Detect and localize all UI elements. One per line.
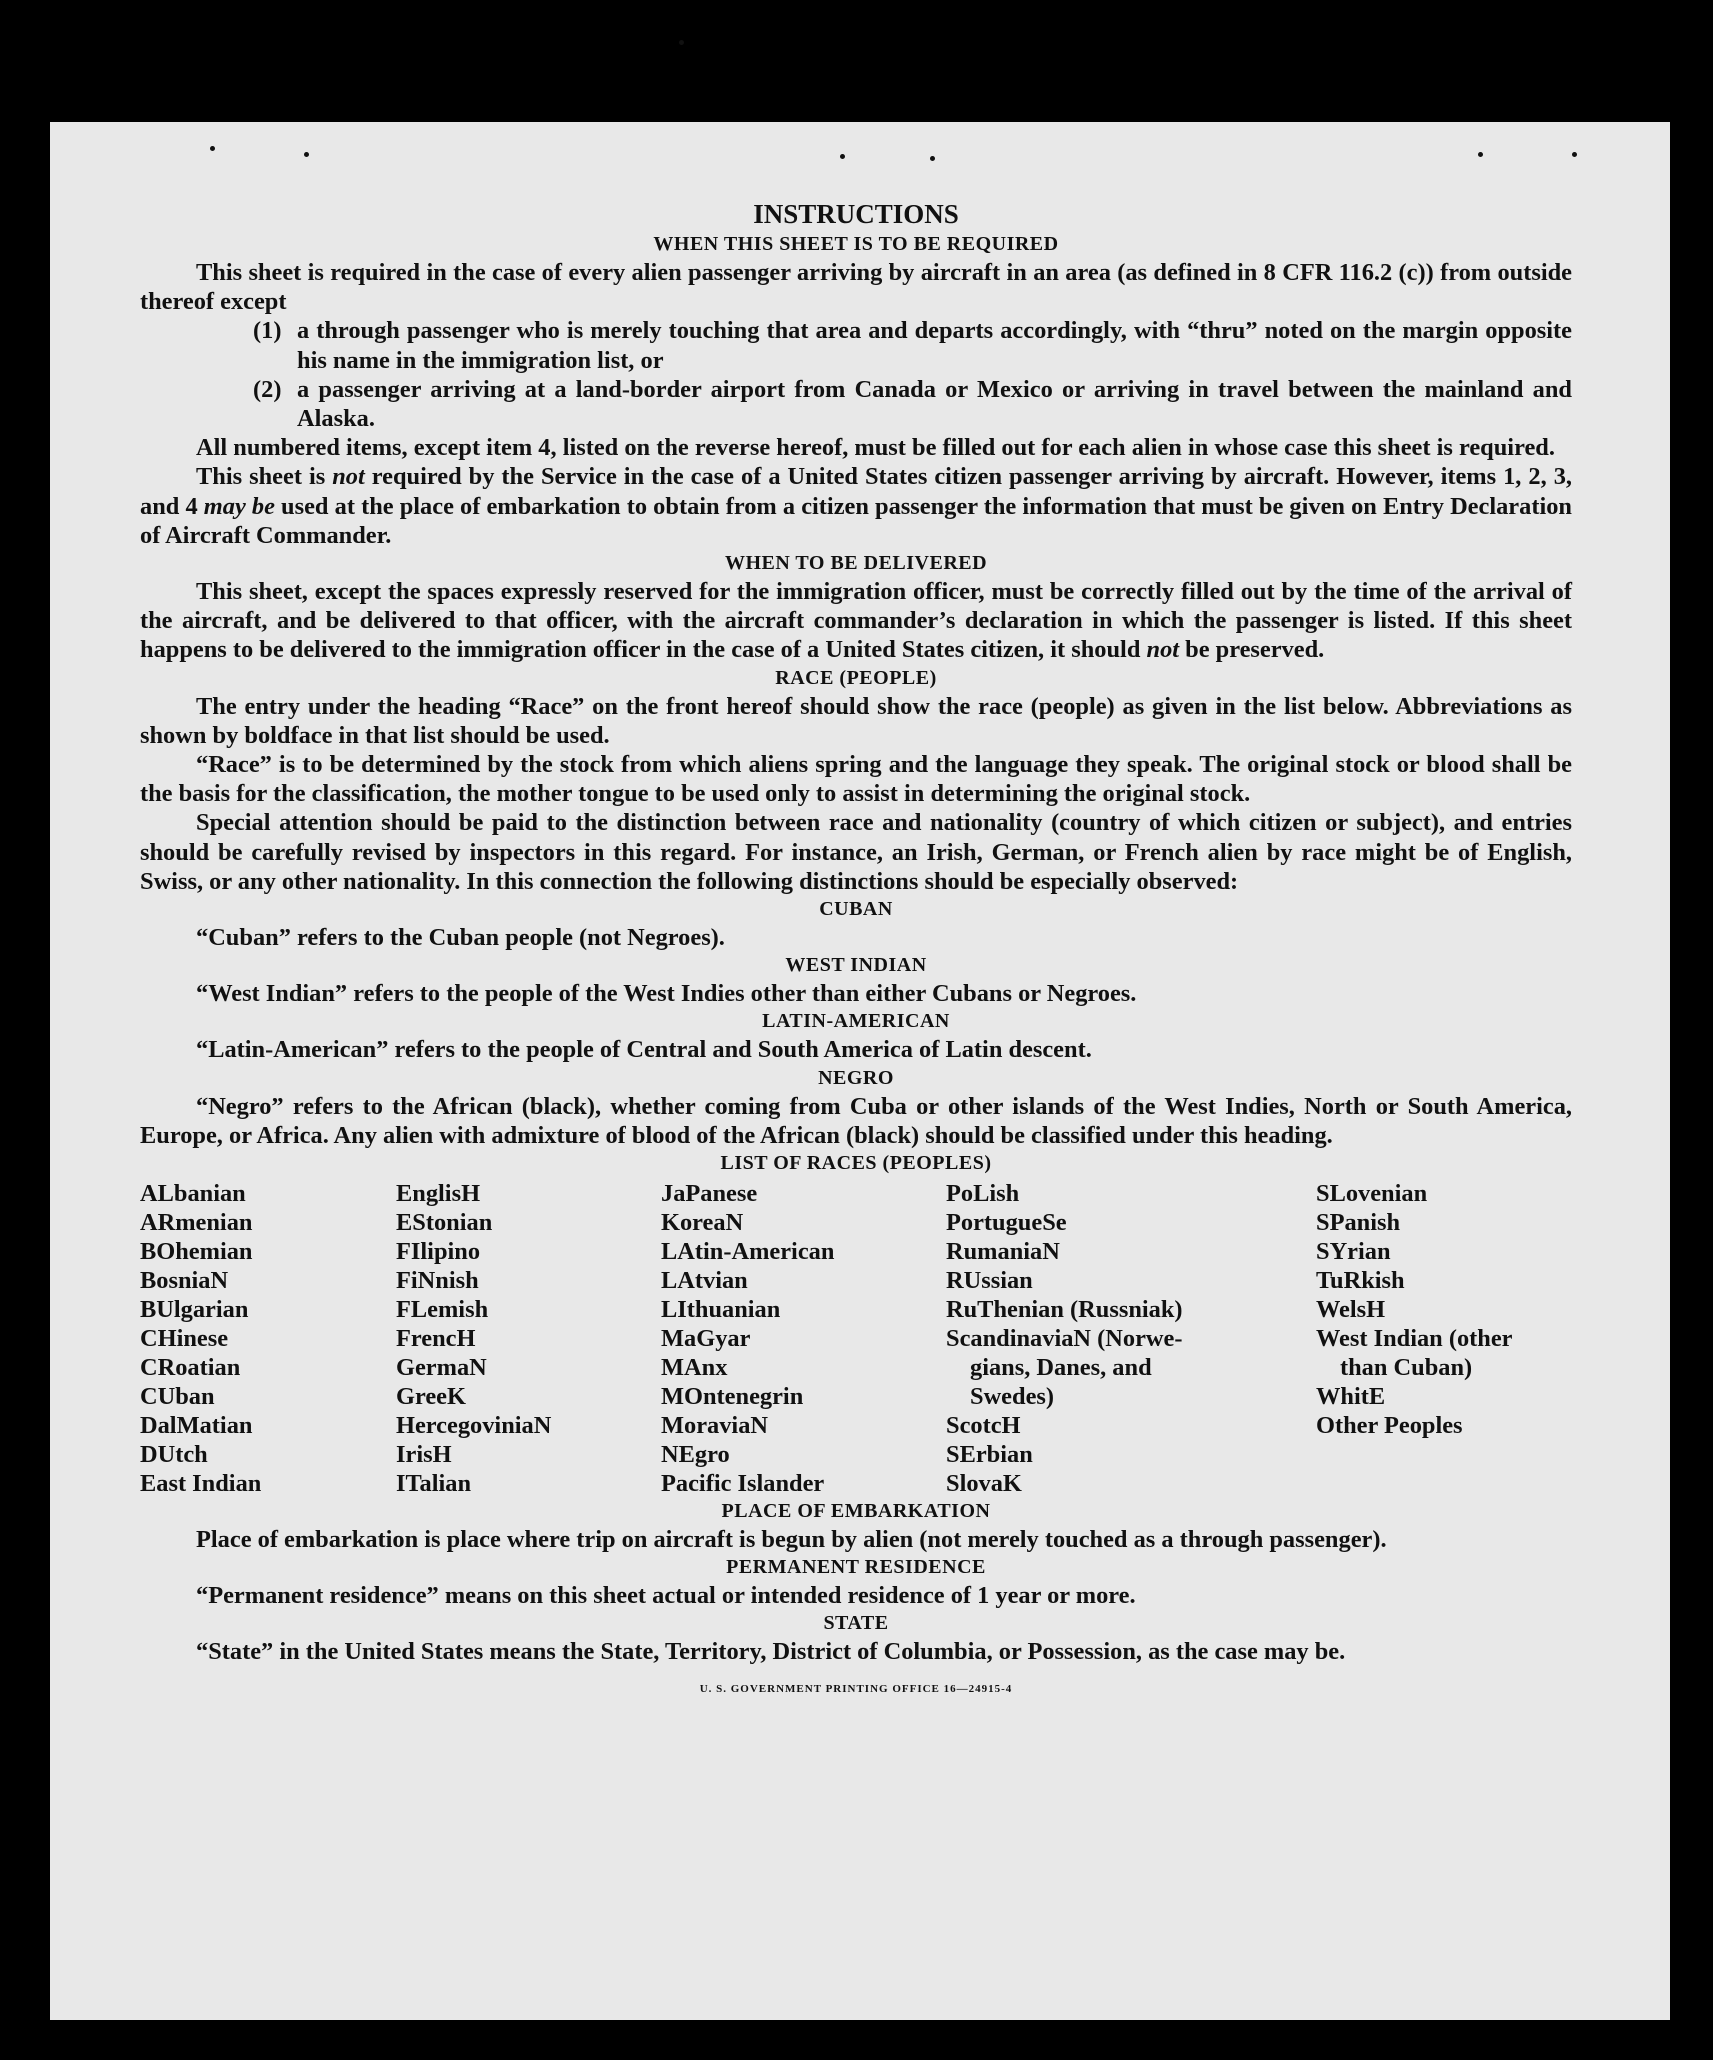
race-item: Pacific Islander bbox=[661, 1470, 825, 1498]
race-item: RuThenian (Russniak) bbox=[946, 1296, 1183, 1324]
race-item: NEgro bbox=[661, 1441, 730, 1469]
section-heading-negro: NEGRO bbox=[818, 1066, 894, 1089]
race-item: HercegoviniaN bbox=[396, 1412, 552, 1440]
race-item: than Cuban) bbox=[1340, 1354, 1473, 1382]
race-item: East Indian bbox=[140, 1470, 262, 1498]
item-text: a through passenger who is merely touching that area and departs accordingly, with “thru” noted on the margin opposite his name in the immigration list, or bbox=[297, 317, 1572, 374]
paragraph: “State” in the United States means the State, Territory, District of Columbia, or Possession, as the case may be. bbox=[196, 1638, 1346, 1666]
punch-dot bbox=[840, 154, 845, 159]
race-item: Other Peoples bbox=[1316, 1412, 1463, 1440]
item-number: (1) bbox=[253, 317, 282, 345]
race-item: BosniaN bbox=[140, 1267, 229, 1295]
punch-dot bbox=[210, 146, 215, 151]
paragraph: All numbered items, except item 4, listed on the reverse hereof, must be filled out for each alien in whose case this sheet is required. bbox=[196, 434, 1555, 462]
paragraph: “West Indian” refers to the people of the West Indies other than either Cubans or Negroes. bbox=[196, 980, 1137, 1008]
race-item: GermaN bbox=[396, 1354, 487, 1382]
race-item: SPanish bbox=[1316, 1209, 1401, 1237]
races-column bbox=[140, 1179, 396, 1498]
race-item: CHinese bbox=[140, 1325, 229, 1353]
race-item: SLovenian bbox=[1316, 1180, 1428, 1208]
instructions-content bbox=[140, 197, 1572, 1697]
race-item: FrencH bbox=[396, 1325, 476, 1353]
race-item: MaGyar bbox=[661, 1325, 751, 1353]
section-heading-embarkation: PLACE OF EMBARKATION bbox=[721, 1500, 991, 1523]
item-text: a passenger arriving at a land-border airport from Canada or Mexico or arriving in travel between the mainland and Alaska. bbox=[297, 375, 1572, 433]
races-column bbox=[396, 1179, 661, 1498]
race-item: RUssian bbox=[946, 1267, 1033, 1295]
paragraph: “Latin-American” refers to the people of Central and South America of Latin descent. bbox=[196, 1036, 1092, 1064]
race-item: MoraviaN bbox=[661, 1412, 769, 1440]
race-item: EnglisH bbox=[396, 1180, 481, 1208]
race-item: FLemish bbox=[396, 1296, 489, 1324]
race-item: PoLish bbox=[946, 1180, 1020, 1208]
race-item: WelsH bbox=[1316, 1296, 1386, 1324]
race-item: gians, Danes, and bbox=[970, 1354, 1152, 1382]
film-speck bbox=[679, 40, 684, 45]
list-item bbox=[253, 316, 1572, 374]
paragraph: “Race” is to be determined by the stock from which aliens spring and the language they speak. The original stock or blood shall be the basis for the classification, the mother tongue to be used only to assist in determining the original stock. bbox=[140, 751, 1572, 808]
punch-dot bbox=[930, 156, 935, 161]
race-item: DUtch bbox=[140, 1441, 208, 1469]
race-item: DalMatian bbox=[140, 1412, 253, 1440]
section-heading-races-list: LIST OF RACES (PEOPLES) bbox=[720, 1152, 992, 1175]
race-item: CRoatian bbox=[140, 1354, 241, 1382]
punch-dot bbox=[1478, 152, 1483, 157]
section-heading-delivered: WHEN TO BE DELIVERED bbox=[724, 552, 988, 575]
paragraph: “Cuban” refers to the Cuban people (not Negroes). bbox=[196, 924, 725, 952]
document-sheet bbox=[50, 122, 1670, 2020]
section-heading-west-indian: WEST INDIAN bbox=[785, 954, 927, 977]
paragraph: This sheet is required in the case of every alien passenger arriving by aircraft in an area (as defined in 8 CFR 116.2 (c)) from outside thereof except bbox=[140, 259, 1572, 316]
page-title: INSTRUCTIONS bbox=[753, 199, 959, 229]
race-item: BUlgarian bbox=[140, 1296, 249, 1324]
races-column bbox=[1316, 1179, 1572, 1498]
section-heading-cuban: CUBAN bbox=[819, 898, 893, 921]
race-item: TuRkish bbox=[1316, 1267, 1405, 1295]
paragraph: Place of embarkation is place where trip on aircraft is begun by alien (not merely touched as a through passenger). bbox=[196, 1526, 1387, 1554]
race-item: ALbanian bbox=[140, 1180, 246, 1208]
paragraph: This sheet, except the spaces expressly reserved for the immigration officer, must be correctly filled out by the time of the arrival of the aircraft, and be delivered to that officer, with the aircraft commander’s declaration in which the passenger is listed. If this sheet happens to be delivered to the immigration officer in the case of a United States citizen, it should not be preserved. bbox=[140, 578, 1572, 664]
race-item: ScotcH bbox=[946, 1412, 1021, 1440]
race-item: ScandinaviaN (Norwe- bbox=[946, 1325, 1183, 1353]
paragraph: The entry under the heading “Race” on the front hereof should show the race (people) as given in the list below. Abbreviations as shown by boldface in that list should be used. bbox=[140, 692, 1572, 749]
race-item: MOntenegrin bbox=[661, 1383, 804, 1411]
race-item: WhitE bbox=[1316, 1383, 1386, 1411]
paragraph: “Permanent residence” means on this sheet actual or intended residence of 1 year or more. bbox=[196, 1582, 1136, 1610]
race-item: CUban bbox=[140, 1383, 215, 1411]
section-heading-latin-american: LATIN-AMERICAN bbox=[762, 1010, 950, 1033]
races-column bbox=[946, 1179, 1316, 1498]
race-item: FIlipino bbox=[396, 1238, 481, 1266]
section-heading-residence: PERMANENT RESIDENCE bbox=[726, 1556, 986, 1579]
race-item: SErbian bbox=[946, 1441, 1033, 1469]
race-item: EStonian bbox=[396, 1209, 493, 1237]
race-item: ITalian bbox=[396, 1470, 472, 1498]
race-item: Swedes) bbox=[970, 1383, 1055, 1411]
race-item: GreeK bbox=[396, 1383, 466, 1411]
race-item: MAnx bbox=[661, 1354, 728, 1382]
race-item: West Indian (other bbox=[1316, 1325, 1513, 1353]
punch-dot bbox=[1572, 152, 1577, 157]
paragraph: Special attention should be paid to the distinction between race and nationality (country of which citizen or subject), and entries should be carefully revised by inspectors in this regard. For instance, an Irish, German, or French alien by race might be of English, Swiss, or any other nationality. In this connection the following distinctions should be especially observed: bbox=[140, 809, 1572, 895]
race-item: SYrian bbox=[1316, 1238, 1391, 1266]
section-heading-required: WHEN THIS SHEET IS TO BE REQUIRED bbox=[653, 233, 1059, 255]
race-item: LAtin-American bbox=[661, 1238, 835, 1266]
section-heading-state: STATE bbox=[823, 1612, 889, 1635]
race-item: RumaniaN bbox=[946, 1238, 1060, 1266]
race-item: PortugueSe bbox=[946, 1209, 1067, 1237]
race-item: LAtvian bbox=[661, 1267, 748, 1295]
paragraph: “Negro” refers to the African (black), whether coming from Cuba or other islands of the West Indies, North or South America, Europe, or Africa. Any alien with admixture of blood of the African (black) should be classified under this heading. bbox=[140, 1092, 1572, 1149]
list-item bbox=[253, 375, 1572, 433]
race-item: SlovaK bbox=[946, 1470, 1022, 1498]
race-item: KoreaN bbox=[661, 1209, 744, 1237]
race-item: JaPanese bbox=[661, 1180, 758, 1208]
races-column bbox=[661, 1179, 946, 1498]
race-item: FiNnish bbox=[396, 1267, 479, 1295]
printer-imprint: U. S. GOVERNMENT PRINTING OFFICE 16—24915-4 bbox=[699, 1682, 1013, 1695]
race-item: IrisH bbox=[396, 1441, 452, 1469]
race-item: LIthuanian bbox=[661, 1296, 781, 1324]
races-list bbox=[140, 1179, 1572, 1498]
section-heading-race: RACE (PEOPLE) bbox=[775, 666, 937, 689]
punch-dot bbox=[304, 152, 309, 157]
item-number: (2) bbox=[253, 375, 282, 403]
race-item: BOhemian bbox=[140, 1238, 253, 1266]
race-item: ARmenian bbox=[140, 1209, 253, 1237]
paragraph: This sheet is not required by the Service in the case of a United States citizen passenger arriving by aircraft. However, items 1, 2, 3, and 4 may be used at the place of embarkation to obtain from a citizen passenger the information that must be given on Entry Declaration of Aircraft Commander. bbox=[140, 463, 1572, 549]
